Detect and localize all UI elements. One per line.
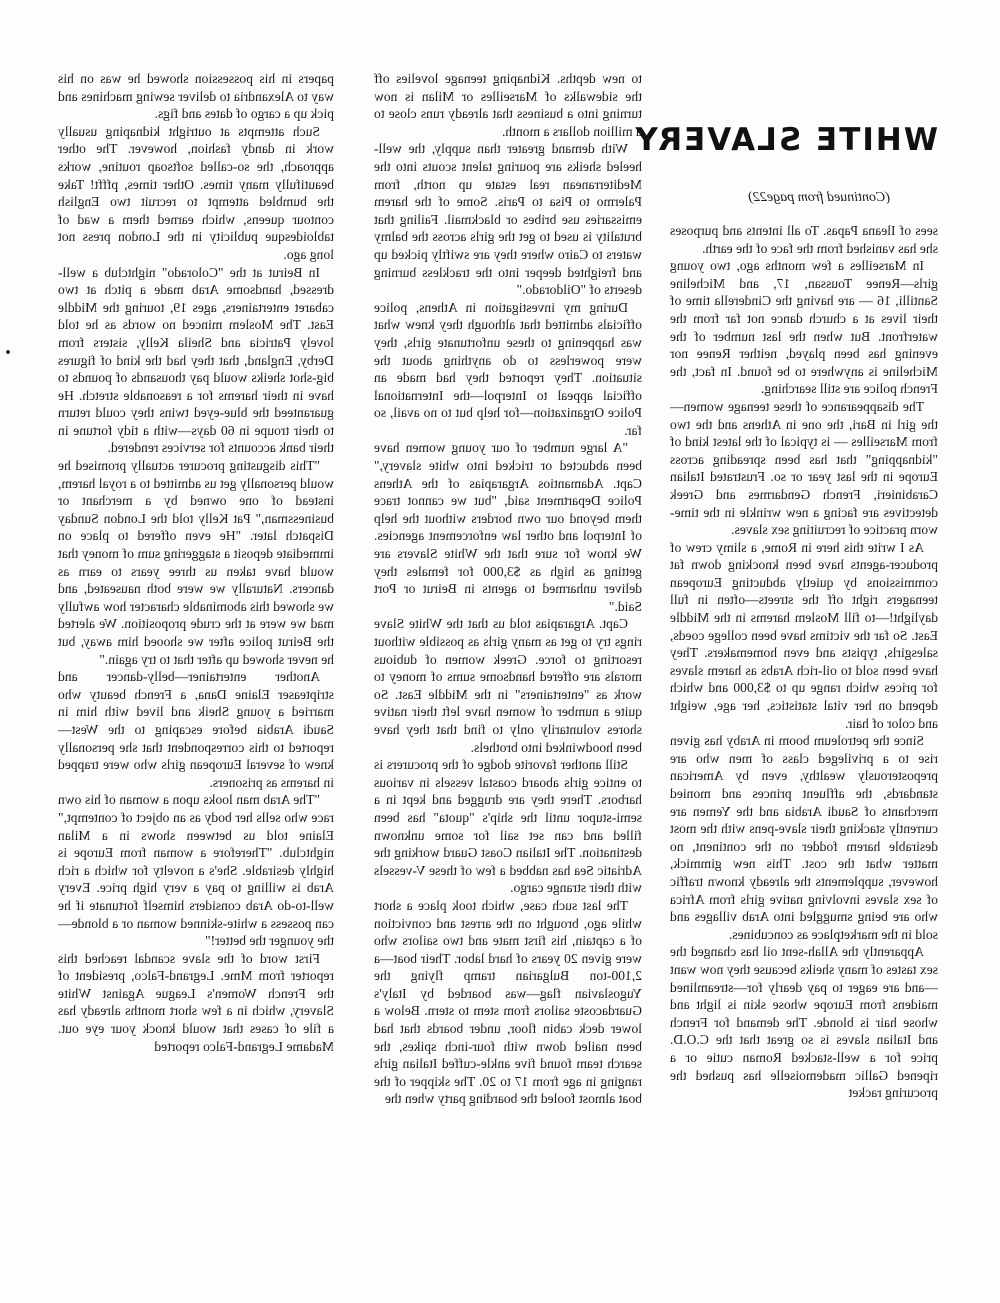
paragraph: The disappearance of these teenage women—the girl in Bari, the one in Athens and the two from Marseilles — is typical of the latest kind of "kidnapping" that has been spreading across Europe in the last year or so. Frustrated Italian Carabinieri, French Gendarmes and Greek detectives are facing a new wrinkle in the time-worn practice of recruiting sex slaves. xyxy=(670,398,938,538)
headline: WHITE SLAVERY xyxy=(633,122,938,158)
paragraph: Apparently the Allah-sent oil has changed the sex tastes of many sheiks because they now want—and are eager to pay dearly for—streamlined maidens from Europe whose skin is light and whose hair is blonde. The demand for French and Italian slaves is so great that the C.O.D. price for a well-stacked Roman cutie or a ripened Gallic mademoiselle has pushed the procuring racket xyxy=(670,944,938,1101)
paragraph: As I write this here in Rome, a slimy crew of producer-agents have been knocking down fat commissions by quietly abducting European teenagers right off the streets—often in full daylight!—to fill Moslem harems in the Middle East. So far the victims have been college coeds, salesgirls, typists and even homemakers. They have been sold to oil-rich Arabs as harem slaves for prices which range up to $3,000 and which depend on her vital statistics, her age, weight and color of hair. xyxy=(670,539,938,731)
paragraph: The last such case, which took place a short while ago, brought on the arrest and conviction of a captain, his first mate and two sailors who were given 20 years of hard labor. Their boat—a 2,100-ton Bulgarian tramp flying the Yugoslavian flag—was boarded by Italy's Guardacoste sailors from stem to stern. Below a lower deck cabin floor, under boards that had been nailed down with four-inch spikes, the search team found five ankle-cuffed Italian girls ranging in age from 17 to 20. The skipper of the boat almost fooled the boarding party when the xyxy=(374,897,642,1107)
paragraph: Still another favorite dodge of the procurers is to entice girls aboard coastal vessels in various harbors. There they are drugged and kept in a semi-stupor until the ship's "quota" has been filled and can set sail for some unknown destination. The Italian Coast Guard working the Adriatic Sea has nabbed a few of these V-vessels with their strange cargo. xyxy=(374,757,642,896)
scan-speck xyxy=(6,350,10,354)
paragraph: "A large number of our young women have been abducted or tricked into white slavery," Capt. Adamantios Argarapias of the Athens Police Department said, "but we cannot trace them beyond our own borders without the help of Interpol and other law enforcement agencies. We know for sure that the White Slavers are getting as high as $3,000 for females they deliver unharmed to agents in Beirut or Port Said." xyxy=(374,440,642,614)
paragraph: to new depths. Kidnaping teenage lovelies off the sidewalks of Marseilles or Milan is now turning into a business that already runs close to a million dollars a month. xyxy=(374,71,642,139)
paragraph: During my investigation in Athens, police officials admitted that although they knew what was happening to these unfortunate girls, they were powerless to do anything about the situation. They reported they had made an official appeal to Interpol—the International Police Organization—for help but to no avail, so far. xyxy=(374,299,642,438)
paragraph: sees of Ileana Papas. To all intents and purposes she has vanished from the face of the earth. xyxy=(670,223,938,256)
paragraph: "This disgusting procurer actually promised he would personally get us admitted to a royal harem, instead of one owned by a merchant or businessman," Pat Kelly told the London Sunday Dispatch later. "He even offered to place on immediate deposit a staggering sum of money that would have taken us three years to earn as dancers. Naturally we were both nauseated, and we showed this abominable character how awfully mad we were at the crude proposition. We alerted the Beirut police after we shooed him away, but he never showed up after that to try again." xyxy=(58,458,334,667)
paragraph: Since the petroleum boom in Araby has given rise to a privileged class of men who are preposterously wealthy, even by American standards, the affluent princes and monied merchants of Saudi Arabia and the Yemen are currently stacking their slave-pens with the most desirable harem fodder on the continent, no matter what the cost. This new gimmick, however, supplements the already known traffic of sex slaves involving native girls from Africa who are being smuggled into Arab villages and sold in the marketplace as concubines. xyxy=(670,733,938,942)
paragraph: "The Arab man looks upon a woman of his own race who sells her body as an object of contempt," Elaine told us between shows in a Milan nightclub. "Therefore a woman from Europe is highly desirable. She's a novelty for which a rich Arab is willing to pay a very high price. Every well-to-do Arab considers himself fortunate if he can possess a white-skinned woman or a blonde—the younger the better!" xyxy=(58,792,334,949)
paragraph: Another entertainer—belly-dancer and stripteaser Elaine Dana, a French beauty who married a young Sheik and lived with him in Saudi Arabia before escaping to the West—reported to this correspondent that she personally knew of several European girls who were trapped in harems as prisoners. xyxy=(58,669,334,790)
column-left xyxy=(58,70,334,1055)
paragraph: Such attempts at outright kidnaping usually work in dandy fashion, however. The other approach, the so-called softsoap routine, works beautifully many times. Other times, pffft! Take the bumbled attempt to recruit two English contour queens, which earned them a wad of tabloidesque publicity in the London press not long ago. xyxy=(58,123,334,262)
paragraph: papers in his possession showed he was on his way to Alexandria to deliver sewing machines and pick up a cargo of dates and figs. xyxy=(58,71,334,122)
paragraph: Capt. Argarapias told us that the White Slave rings try to get as many girls as possible without resorting to force. Greek women of dubious morals are offered handsome sums of money to work as "entertainers" in the Middle East. So quite a number of women have left their native shores voluntarily only to find that they have been hoodwinked into brothels. xyxy=(374,616,642,755)
column-right xyxy=(670,222,938,1102)
continued-note: (Continued from page22) xyxy=(748,190,890,205)
paragraph: First word of the slave scandal reached this reporter from Mme. Legrand-Falco, president of the French Women's League Against White Slavery, which in a few short months already has a file of cases that would knock your eye out. Madame Legrand-Falco reported xyxy=(58,950,334,1054)
column-middle xyxy=(374,70,642,1108)
paragraph: In Beirut at the "Colorado" nightclub a well-dressed, handsome Arab made a pitch at two cabaret entertainers, ages 19, touring the Middle East. The Moslem minced no words as he told lovely Patricia and Sheila Kelly, sisters from Derby, England, that they had the kind of figures big-shot sheiks would pay thousands of pounds to have in their harems for a reasonable stretch. He guaranteed the blue-eyed twins they could return to their troupe in 60 days—with a tidy fortune in their bank accounts for services rendered. xyxy=(58,264,334,456)
paragraph: With demand greater than supply, the well-heeled sheiks are pouring talent scouts into the Mediterranean real estate up north, from Palermo to Pisa to Paris. Some of the harem emissaries use bribes or blackmail. Failing that brutality is used to get the girls across the balmy waters to Cairo where they are swiftly picked up and freighted deeper into the trackless burning deserts of "Oildorado." xyxy=(374,141,642,298)
paragraph: In Marseilles a few months ago, two young girls—Renee Toussan, 17, and Micheline Santilli, 16 — are having the Cinderella time of their lives at a church dance not far from the waterfront. But when the last number of the evening has been played, neither Renee nor Micheline is anywhere to be found. In fact, the French police are still searching. xyxy=(670,258,938,397)
